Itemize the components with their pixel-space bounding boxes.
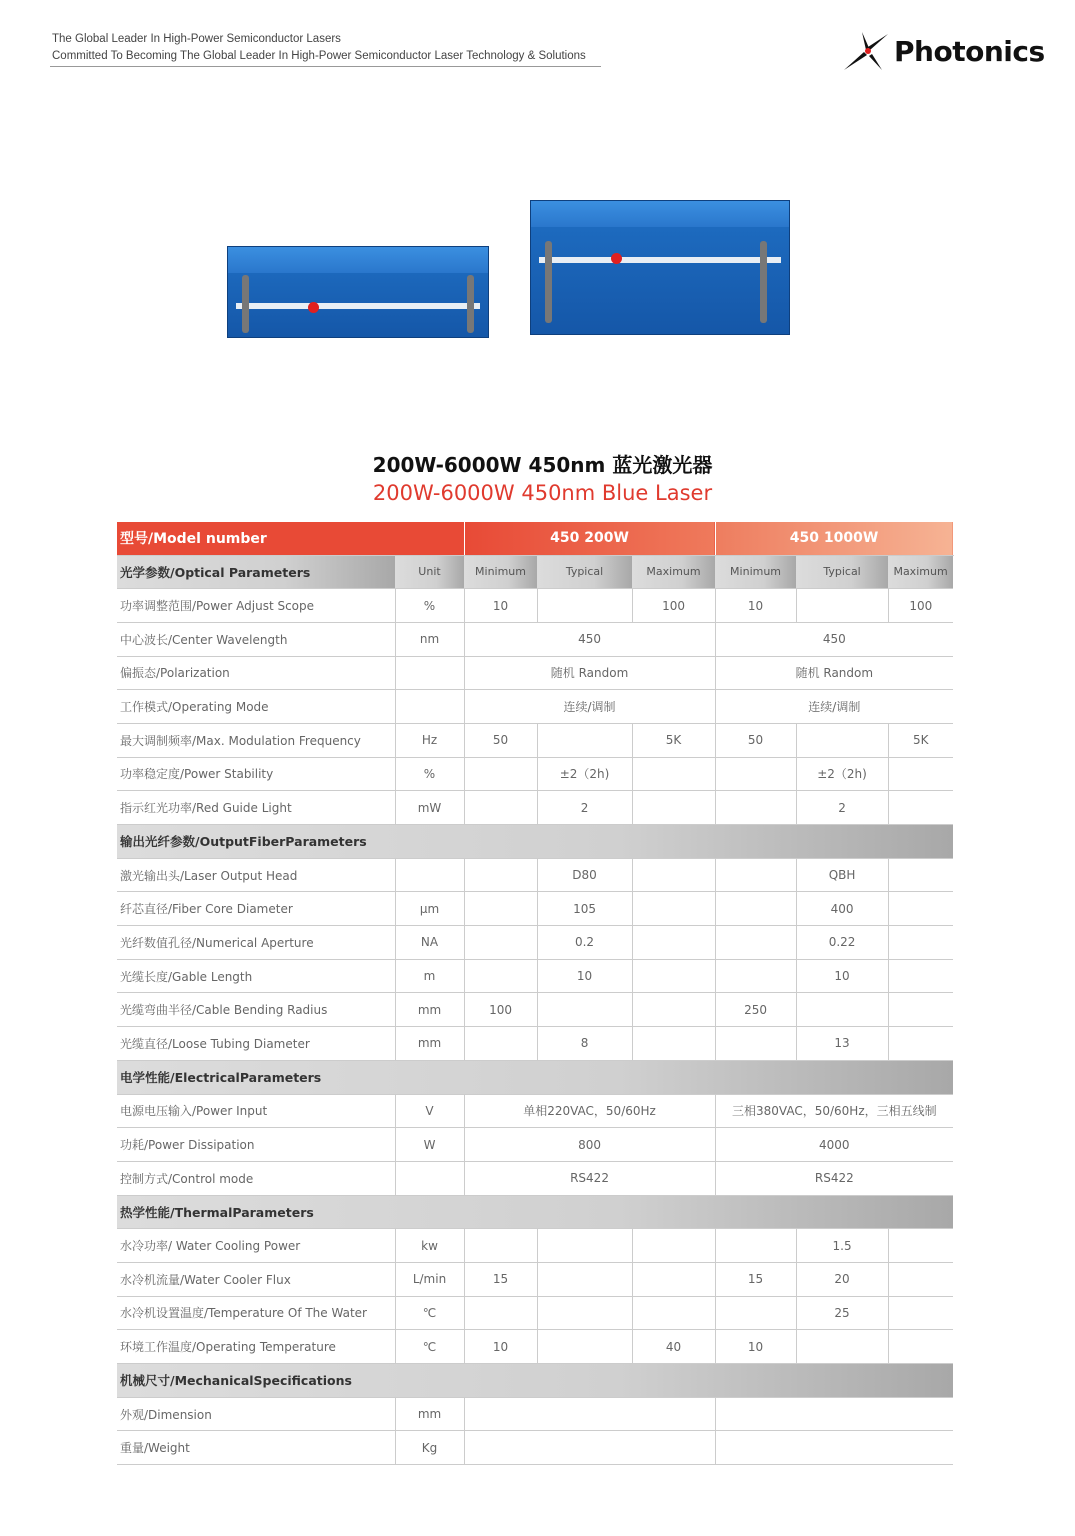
unit-cell: L/min: [395, 1262, 464, 1296]
value-cell: 15: [715, 1262, 796, 1296]
parameter-label: 电源电压输入/Power Input: [117, 1094, 395, 1128]
unit-cell: mm: [395, 1397, 464, 1431]
unit-cell: Kg: [395, 1431, 464, 1465]
parameter-label: 最大调制频率/Max. Modulation Frequency: [117, 723, 395, 757]
spec-table: [117, 522, 954, 1465]
value-cell: [632, 757, 715, 791]
section-title: 热学性能/ThermalParameters: [117, 1195, 953, 1229]
model-a: 450 200W: [464, 522, 715, 555]
value-cell: 0.2: [537, 926, 632, 960]
value-cell: [888, 926, 953, 960]
table-row: [117, 926, 953, 960]
parameter-label: 光缆直径/Loose Tubing Diameter: [117, 1027, 395, 1061]
value-cell: [537, 589, 632, 623]
value-cell: [888, 757, 953, 791]
value-cell-merged: 450: [715, 622, 953, 656]
parameter-label: 重量/Weight: [117, 1431, 395, 1465]
value-cell: 10: [715, 1330, 796, 1364]
unit-cell: [395, 690, 464, 724]
parameter-label: 环境工作温度/Operating Temperature: [117, 1330, 395, 1364]
value-cell-merged: [464, 1431, 715, 1465]
value-cell: [464, 1229, 537, 1263]
parameter-label: 功率稳定度/Power Stability: [117, 757, 395, 791]
unit-cell: V: [395, 1094, 464, 1128]
value-cell: 2: [796, 791, 888, 825]
value-cell: [796, 723, 888, 757]
value-cell: 10: [537, 959, 632, 993]
section-title: 电学性能/ElectricalParameters: [117, 1060, 953, 1094]
parameter-label: 光缆长度/Gable Length: [117, 959, 395, 993]
value-cell: [537, 993, 632, 1027]
value-cell: 100: [888, 589, 953, 623]
value-cell: [715, 757, 796, 791]
table-row: [117, 690, 953, 724]
value-cell: 400: [796, 892, 888, 926]
value-cell-merged: RS422: [464, 1161, 715, 1195]
value-cell: 25: [796, 1296, 888, 1330]
value-cell: [632, 1262, 715, 1296]
value-cell: [888, 1229, 953, 1263]
table-row: [117, 993, 953, 1027]
value-cell: [888, 959, 953, 993]
table-row: [117, 723, 953, 757]
value-cell: [537, 1330, 632, 1364]
value-cell: [715, 858, 796, 892]
unit-cell: m: [395, 959, 464, 993]
unit-cell: nm: [395, 622, 464, 656]
value-cell: 5K: [632, 723, 715, 757]
value-cell-merged: 连续/调制: [464, 690, 715, 724]
value-cell: 50: [715, 723, 796, 757]
table-row: [117, 791, 953, 825]
section-header-row: [117, 1364, 953, 1398]
unit-cell: [395, 1161, 464, 1195]
unit-cell: %: [395, 589, 464, 623]
section-title: 输出光纤参数/OutputFiberParameters: [117, 825, 953, 859]
value-cell: 13: [796, 1027, 888, 1061]
column-header: Maximum: [888, 555, 953, 589]
section-header-row: [117, 1060, 953, 1094]
model-label: 型号/Model number: [117, 522, 464, 555]
value-cell-merged: 随机 Random: [464, 656, 715, 690]
value-cell: [632, 993, 715, 1027]
table-row: [117, 1296, 953, 1330]
value-cell-merged: 连续/调制: [715, 690, 953, 724]
parameter-label: 水冷机流量/Water Cooler Flux: [117, 1262, 395, 1296]
title-english: 200W-6000W 450nm Blue Laser: [372, 481, 713, 505]
value-cell: 10: [715, 589, 796, 623]
header-divider: [50, 66, 601, 67]
value-cell: QBH: [796, 858, 888, 892]
value-cell: [632, 892, 715, 926]
column-header: Minimum: [464, 555, 537, 589]
unit-cell: ℃: [395, 1296, 464, 1330]
section-title: 机械尺寸/MechanicalSpecifications: [117, 1364, 953, 1398]
unit-cell: Hz: [395, 723, 464, 757]
parameter-label: 光纤数值孔径/Numerical Aperture: [117, 926, 395, 960]
section-header-row: [117, 555, 953, 589]
table-row: [117, 757, 953, 791]
value-cell: 15: [464, 1262, 537, 1296]
value-cell: [464, 959, 537, 993]
table-row: [117, 858, 953, 892]
table-row: [117, 1330, 953, 1364]
table-row: [117, 622, 953, 656]
value-cell-merged: 450: [464, 622, 715, 656]
column-header: Typical: [537, 555, 632, 589]
parameter-label: 中心波长/Center Wavelength: [117, 622, 395, 656]
value-cell: [888, 993, 953, 1027]
value-cell: [632, 791, 715, 825]
title-chinese: 200W-6000W 450nm 蓝光激光器: [372, 453, 713, 477]
value-cell: 100: [632, 589, 715, 623]
value-cell: [464, 1027, 537, 1061]
value-cell-merged: 单相220VAC，50/60Hz: [464, 1094, 715, 1128]
value-cell: [632, 926, 715, 960]
value-cell: [464, 791, 537, 825]
unit-cell: mW: [395, 791, 464, 825]
column-header: Unit: [395, 555, 464, 589]
value-cell: 0.22: [796, 926, 888, 960]
laser-unit-image-large: [530, 200, 790, 335]
parameter-label: 纤芯直径/Fiber Core Diameter: [117, 892, 395, 926]
parameter-label: 光缆弯曲半径/Cable Bending Radius: [117, 993, 395, 1027]
value-cell: [632, 858, 715, 892]
unit-cell: mm: [395, 1027, 464, 1061]
value-cell: D80: [537, 858, 632, 892]
section-header-row: [117, 825, 953, 859]
value-cell: ±2（2h): [537, 757, 632, 791]
value-cell-merged: 随机 Random: [715, 656, 953, 690]
unit-cell: kw: [395, 1229, 464, 1263]
value-cell: [715, 959, 796, 993]
parameter-label: 功率调整范围/Power Adjust Scope: [117, 589, 395, 623]
value-cell: 10: [464, 1330, 537, 1364]
table-row: [117, 1128, 953, 1162]
table-row: [117, 1027, 953, 1061]
value-cell: [464, 1296, 537, 1330]
value-cell: [715, 1027, 796, 1061]
value-cell: [464, 858, 537, 892]
value-cell-merged: 4000: [715, 1128, 953, 1162]
table-row: [117, 1431, 953, 1465]
value-cell: [715, 1229, 796, 1263]
value-cell: [537, 723, 632, 757]
value-cell: [464, 757, 537, 791]
value-cell: [632, 1027, 715, 1061]
value-cell: 10: [796, 959, 888, 993]
parameter-label: 激光输出头/Laser Output Head: [117, 858, 395, 892]
value-cell: [796, 1330, 888, 1364]
table-row: [117, 656, 953, 690]
value-cell: 8: [537, 1027, 632, 1061]
unit-cell: [395, 656, 464, 690]
column-header: Typical: [796, 555, 888, 589]
table-row: [117, 1229, 953, 1263]
value-cell: [796, 993, 888, 1027]
value-cell: [537, 1229, 632, 1263]
value-cell: [715, 892, 796, 926]
value-cell: [888, 791, 953, 825]
unit-cell: mm: [395, 993, 464, 1027]
table-row: [117, 1094, 953, 1128]
value-cell: [715, 791, 796, 825]
value-cell: 20: [796, 1262, 888, 1296]
logo-star-icon: [842, 30, 890, 72]
parameter-label: 控制方式/Control mode: [117, 1161, 395, 1195]
value-cell: [888, 1262, 953, 1296]
value-cell: [537, 1262, 632, 1296]
value-cell-merged: 三相380VAC，50/60Hz，三相五线制: [715, 1094, 953, 1128]
value-cell: 105: [537, 892, 632, 926]
value-cell-merged: RS422: [715, 1161, 953, 1195]
value-cell: [632, 959, 715, 993]
parameter-label: 外观/Dimension: [117, 1397, 395, 1431]
parameter-label: 指示红光功率/Red Guide Light: [117, 791, 395, 825]
logo-text: Photonics: [894, 34, 1045, 68]
value-cell: 2: [537, 791, 632, 825]
value-cell: [715, 926, 796, 960]
value-cell: ±2（2h): [796, 757, 888, 791]
value-cell: [888, 1027, 953, 1061]
tagline-2: Committed To Becoming The Global Leader In High-Power Semiconductor Laser Technology & Solutions: [52, 50, 586, 62]
value-cell: [888, 1296, 953, 1330]
unit-cell: ℃: [395, 1330, 464, 1364]
parameter-label: 功耗/Power Dissipation: [117, 1128, 395, 1162]
unit-cell: [395, 858, 464, 892]
unit-cell: μm: [395, 892, 464, 926]
table-row: [117, 892, 953, 926]
value-cell-merged: 800: [464, 1128, 715, 1162]
value-cell: 50: [464, 723, 537, 757]
value-cell: [796, 589, 888, 623]
value-cell: [537, 1296, 632, 1330]
value-cell: [632, 1229, 715, 1263]
value-cell: [888, 1330, 953, 1364]
header-taglines: [52, 31, 586, 65]
table-row: [117, 1161, 953, 1195]
table-row: [117, 1397, 953, 1431]
value-cell: [888, 892, 953, 926]
column-header: Minimum: [715, 555, 796, 589]
value-cell-merged: [464, 1397, 715, 1431]
section-title: 光学参数/Optical Parameters: [117, 555, 395, 589]
unit-cell: W: [395, 1128, 464, 1162]
parameter-label: 工作模式/Operating Mode: [117, 690, 395, 724]
table-row: [117, 589, 953, 623]
value-cell: [464, 926, 537, 960]
column-header: Maximum: [632, 555, 715, 589]
parameter-label: 水冷功率/ Water Cooling Power: [117, 1229, 395, 1263]
section-header-row: [117, 1195, 953, 1229]
parameter-label: 水冷机设置温度/Temperature Of The Water: [117, 1296, 395, 1330]
model-header-row: [117, 522, 953, 555]
logo: [842, 30, 1045, 72]
value-cell-merged: [715, 1397, 953, 1431]
table-row: [117, 959, 953, 993]
value-cell: 10: [464, 589, 537, 623]
model-b: 450 1000W: [715, 522, 953, 555]
value-cell: [715, 1296, 796, 1330]
value-cell: [888, 858, 953, 892]
value-cell: 100: [464, 993, 537, 1027]
value-cell: 1.5: [796, 1229, 888, 1263]
value-cell: 250: [715, 993, 796, 1027]
value-cell: 40: [632, 1330, 715, 1364]
tagline-1: The Global Leader In High-Power Semiconductor Lasers: [52, 33, 341, 45]
value-cell: [464, 892, 537, 926]
laser-unit-image-small: [227, 246, 489, 338]
value-cell: [632, 1296, 715, 1330]
unit-cell: %: [395, 757, 464, 791]
table-row: [117, 1262, 953, 1296]
unit-cell: NA: [395, 926, 464, 960]
value-cell-merged: [715, 1431, 953, 1465]
value-cell: 5K: [888, 723, 953, 757]
parameter-label: 偏振态/Polarization: [117, 656, 395, 690]
